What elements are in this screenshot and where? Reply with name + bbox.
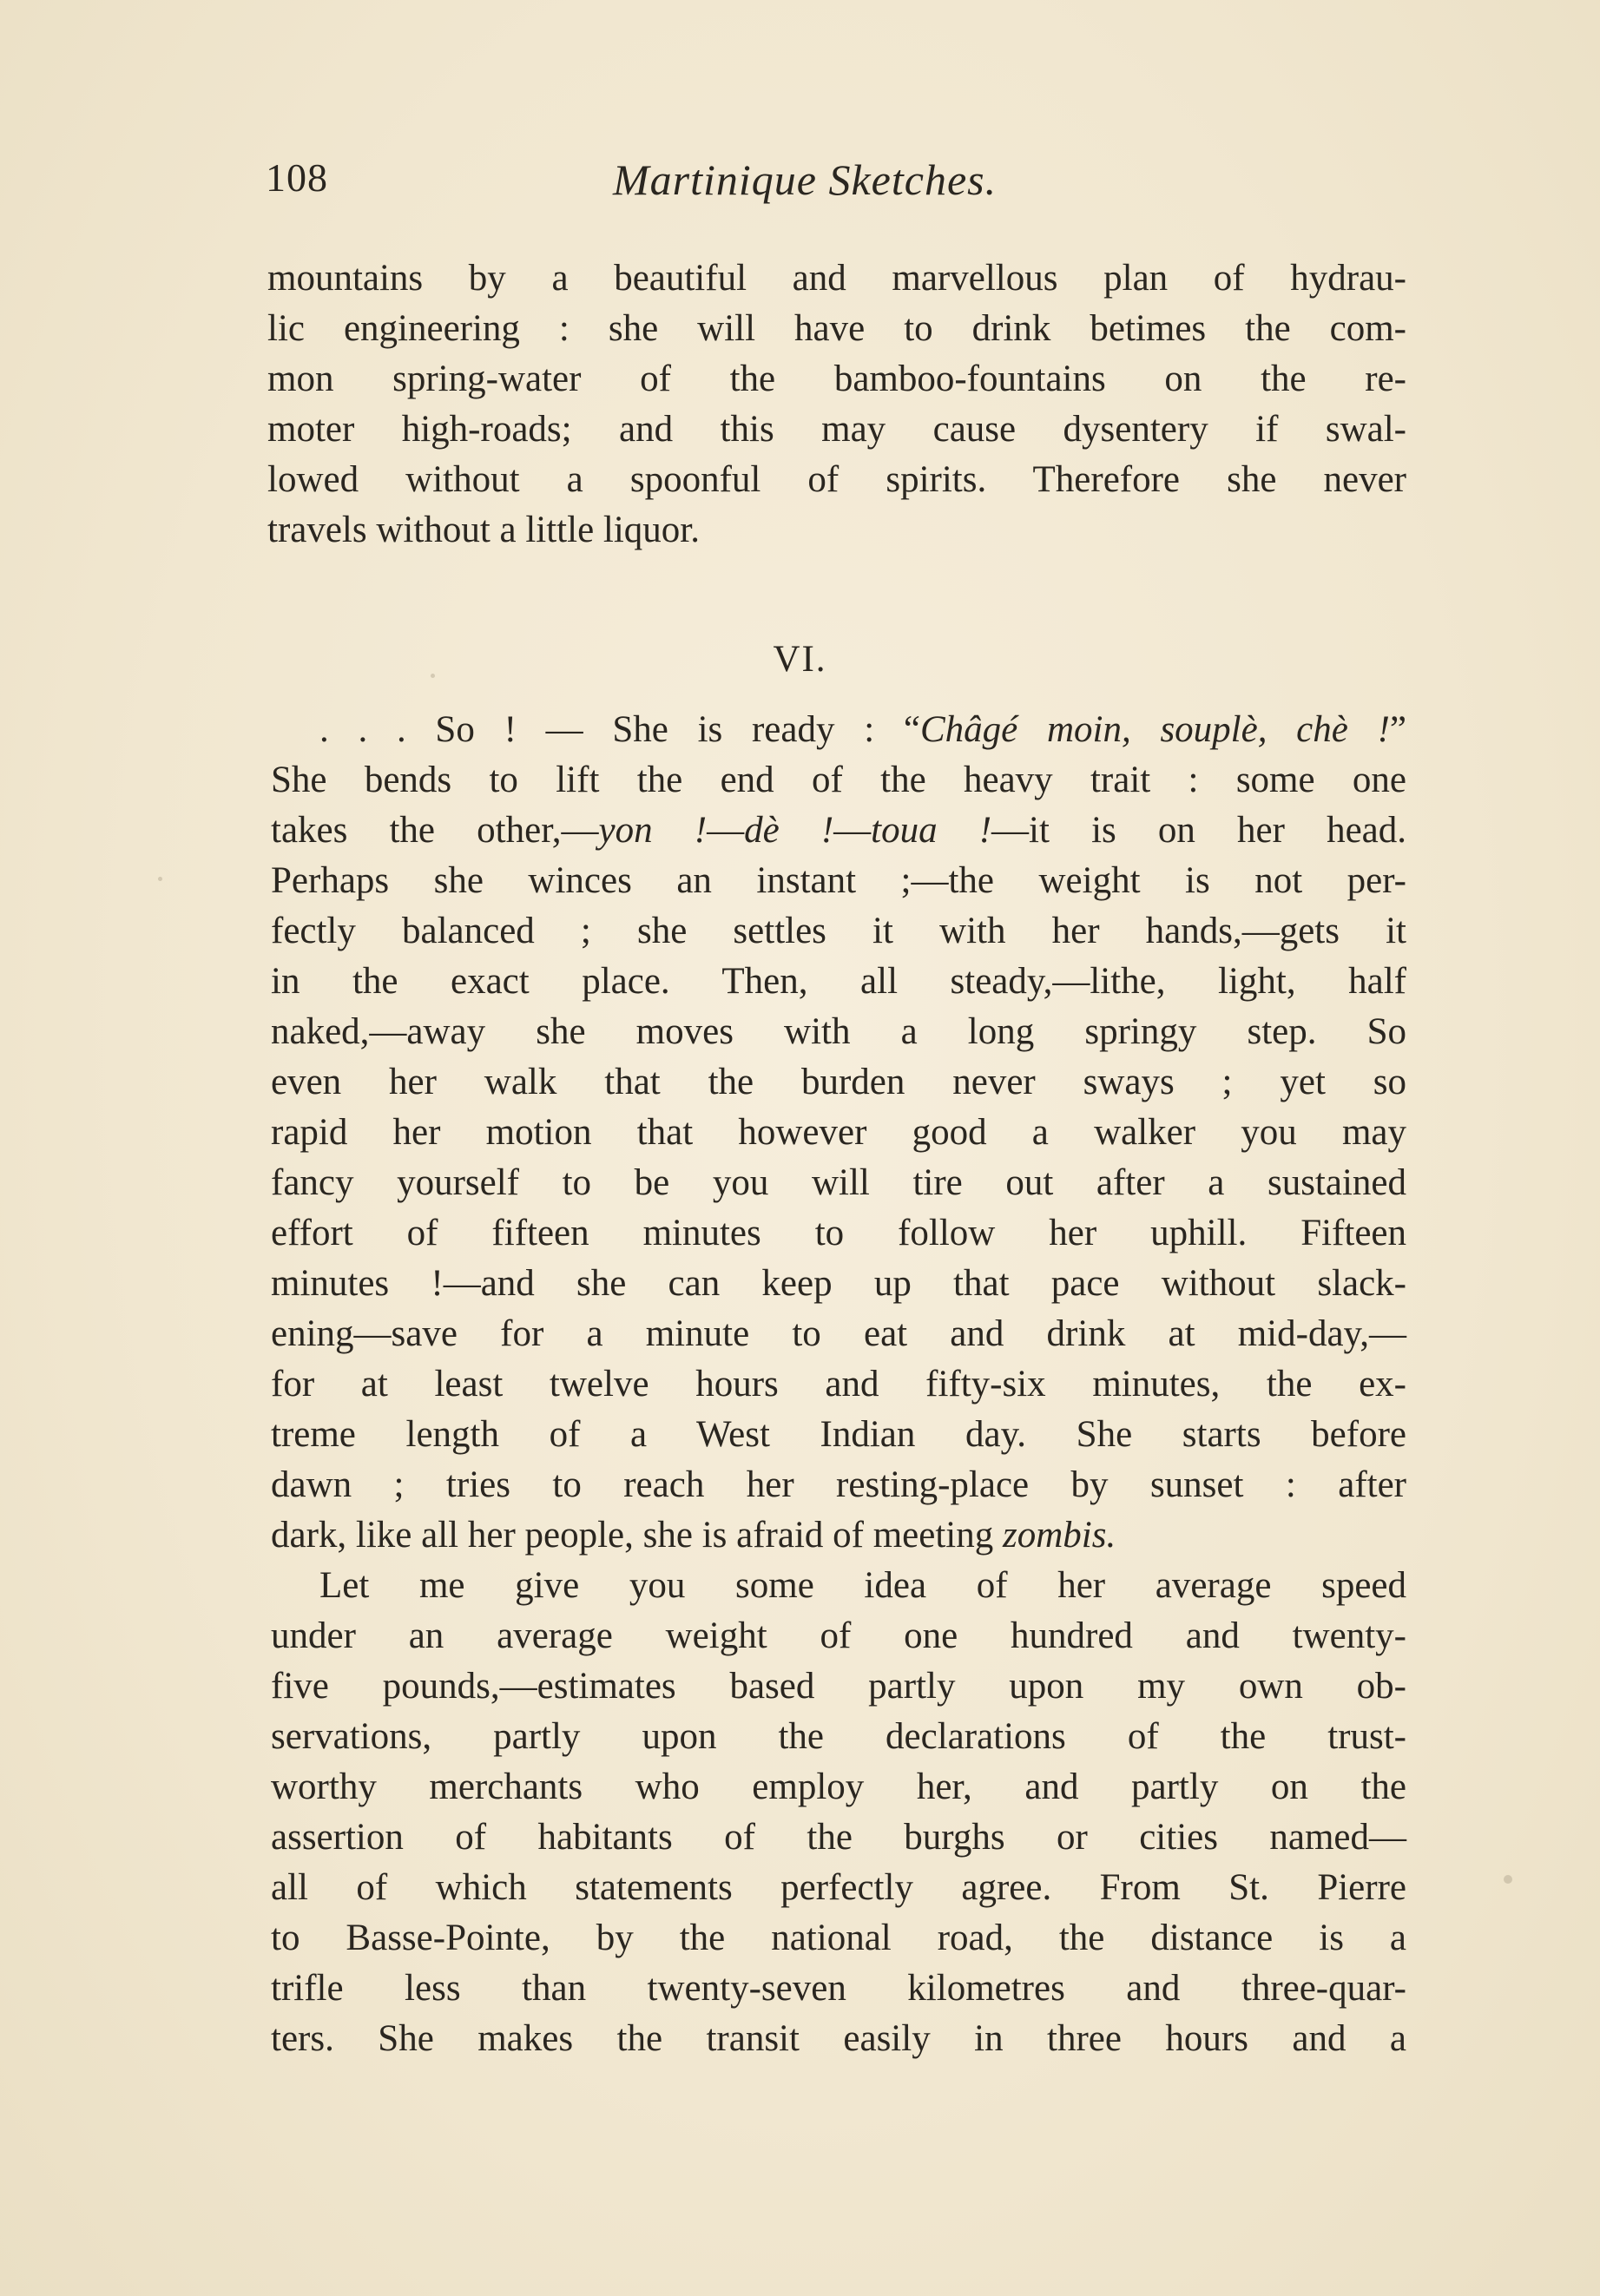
paragraph-1 xyxy=(267,253,1406,556)
paper-speck xyxy=(158,877,162,881)
creole-word: dè ! xyxy=(744,810,834,851)
text-line: under an average weight of one hundred and twenty- xyxy=(271,1615,1406,1656)
text-line-opening xyxy=(271,705,1406,755)
text-line: lic engineering : she will have to drink betimes the com- xyxy=(267,308,1406,349)
text-line: travels without a little liquor. xyxy=(267,510,701,550)
text-line: for at least twelve hours and fifty-six minutes, the ex- xyxy=(271,1364,1406,1405)
creole-word: yon ! xyxy=(598,810,708,851)
text-line-zombis xyxy=(271,1510,1406,1561)
text-line: effort of fifteen minutes to follow her uphill. Fifteen xyxy=(271,1213,1406,1253)
paper-speck xyxy=(1504,1875,1512,1884)
text-line: servations, partly upon the declarations of the trust- xyxy=(271,1716,1406,1757)
text-fragment: —it is on her head. xyxy=(991,810,1406,851)
creole-word: toua ! xyxy=(871,810,992,851)
text-line: treme length of a West Indian day. She starts before xyxy=(271,1414,1406,1455)
section-heading: VI. xyxy=(773,639,827,680)
text-line: moter high-roads; and this may cause dysentery if swal- xyxy=(267,409,1406,450)
text-fragment: dark, like all her people, she is afraid of meeting xyxy=(271,1515,1003,1556)
text-fragment: — xyxy=(707,810,745,851)
text-line: even her walk that the burden never sways ; yet so xyxy=(271,1062,1406,1102)
running-title: Martinique Sketches. xyxy=(613,155,998,204)
text-fragment: — xyxy=(833,810,872,851)
text-line: trifle less than twenty-seven kilometres and three-quar- xyxy=(271,1968,1406,2009)
text-line: rapid her motion that however good a walker you may xyxy=(271,1112,1406,1153)
page-number: 108 xyxy=(266,155,328,200)
text-line: lowed without a spoonful of spirits. Therefore she never xyxy=(267,459,1406,500)
text-line: to Basse-Pointe, by the national road, the distance is a xyxy=(271,1918,1406,1958)
creole-phrase: Châgé moin, souplè, chè ! xyxy=(919,709,1390,750)
text-line: naked,—away she moves with a long springy step. So xyxy=(271,1011,1406,1052)
text-line: Let me give you some idea of her average speed xyxy=(319,1565,1406,1606)
paragraph-2 xyxy=(271,705,1406,2064)
text-line: five pounds,—estimates based partly upon my own ob- xyxy=(271,1666,1406,1707)
text-line: all of which statements perfectly agree. From St. Pierre xyxy=(271,1867,1406,1908)
text-line-exclamations xyxy=(271,806,1406,856)
paper-speck xyxy=(431,674,435,678)
text-line: worthy merchants who employ her, and partly on the xyxy=(271,1766,1406,1807)
page-header xyxy=(266,155,1412,215)
text-line: Perhaps she winces an instant ;—the weight is not per- xyxy=(271,860,1406,901)
text-line: fectly balanced ; she settles it with her hands,—gets it xyxy=(271,911,1406,951)
closing-quote: ” xyxy=(1389,709,1406,750)
text-line: fancy yourself to be you will tire out after a sustained xyxy=(271,1162,1406,1203)
text-line: assertion of habitants of the burghs or cities named— xyxy=(271,1817,1406,1858)
creole-word: zombis. xyxy=(1002,1515,1116,1556)
text-line: mon spring-water of the bamboo-fountains on the re- xyxy=(267,359,1406,399)
text-line: dawn ; tries to reach her resting-place by sunset : after xyxy=(271,1464,1406,1505)
text-line: She bends to lift the end of the heavy trait : some one xyxy=(271,760,1406,800)
text-line: ening—save for a minute to eat and drink at mid-day,— xyxy=(271,1313,1406,1354)
text-line: minutes !—and she can keep up that pace without slack- xyxy=(271,1263,1406,1304)
text-line: mountains by a beautiful and marvellous plan of hydrau- xyxy=(267,258,1406,299)
text-fragment: takes the other,— xyxy=(271,810,599,851)
text-line: in the exact place. Then, all steady,—lithe, light, half xyxy=(271,961,1406,1002)
opening-text: . . . So ! — She is ready : “ xyxy=(319,709,920,750)
text-line: ters. She makes the transit easily in three hours and a xyxy=(271,2018,1406,2059)
